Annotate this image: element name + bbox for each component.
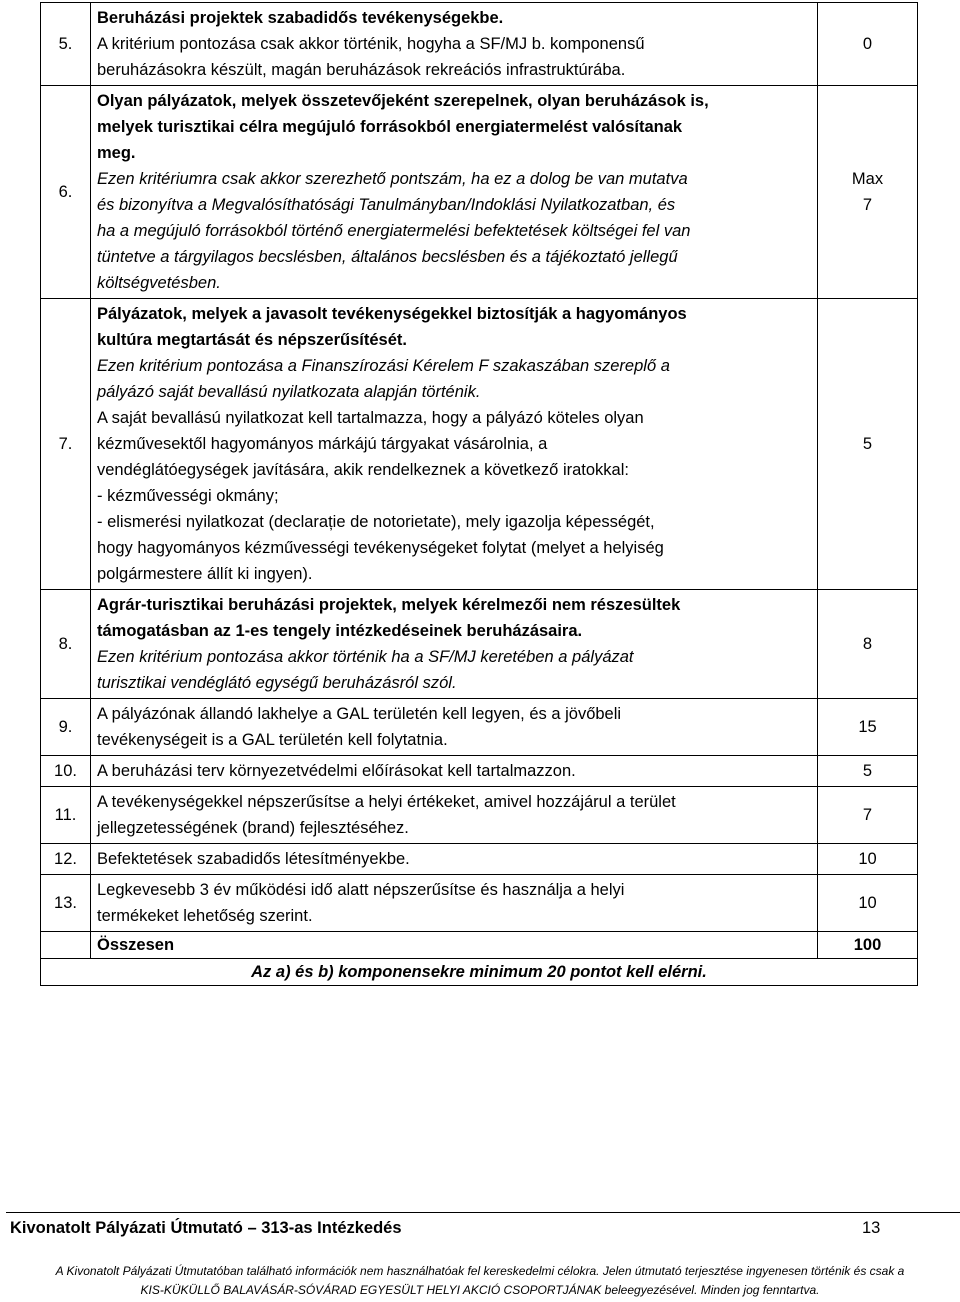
- criteria-text-line: tevékenységeit is a GAL területén kell folytatnia.: [97, 731, 448, 749]
- criteria-table: [40, 2, 918, 986]
- criteria-text-line: Legkevesebb 3 év működési idő alatt népszerűsítse és használja a helyi: [97, 881, 625, 899]
- criteria-points: [818, 844, 918, 875]
- footer-divider: [6, 1212, 960, 1213]
- criteria-text-line: - kézművességi okmány;: [97, 487, 279, 505]
- total-points: 100: [818, 932, 918, 959]
- criteria-row: [41, 590, 918, 699]
- criteria-text-line: A beruházási terv környezetvédelmi előírásokat kell tartalmazzon.: [97, 762, 576, 780]
- criteria-row: [41, 699, 918, 756]
- footer-disclaimer-line-1: A Kivonatolt Pályázati Útmutatóban található információk nem használhatóak fel kereskedelmi célokra. Jelen útmutató terjesztése ingyenesen történik és csak a: [55, 1264, 905, 1278]
- criteria-text-line: Pályázatok, melyek a javasolt tevékenységekkel biztosítják a hagyományos: [97, 305, 687, 323]
- criteria-number: 8.: [41, 590, 91, 699]
- criteria-text: [91, 756, 818, 787]
- minimum-note: Az a) és b) komponensekre minimum 20 pontot kell elérni.: [41, 959, 918, 986]
- criteria-text: [91, 875, 818, 932]
- criteria-text-line: ha a megújuló forrásokból történő energiatermelési befektetések költségei fel van: [97, 222, 691, 240]
- criteria-text-line: A saját bevallású nyilatkozat kell tartalmazza, hogy a pályázó köteles olyan: [97, 409, 644, 427]
- criteria-points: [818, 3, 918, 86]
- criteria-row: [41, 756, 918, 787]
- criteria-text-line: jellegzetességének (brand) fejlesztéséhez.: [97, 819, 409, 837]
- criteria-text-line: melyek turisztikai célra megújuló forrásokból energiatermelést valósítanak: [97, 118, 683, 136]
- criteria-text: [91, 699, 818, 756]
- total-num-cell: [41, 932, 91, 959]
- criteria-text: [91, 299, 818, 590]
- criteria-text: [91, 787, 818, 844]
- criteria-points: [818, 787, 918, 844]
- criteria-row: [41, 299, 918, 590]
- criteria-text-line: költségvetésben.: [97, 274, 221, 292]
- criteria-number: 9.: [41, 699, 91, 756]
- criteria-text-line: Ezen kritérium pontozása a Finanszírozási Kérelem F szakaszában szereplő a: [97, 357, 670, 375]
- criteria-text-line: - elismerési nyilatkozat (declarație de notorietate), mely igazolja képességét,: [97, 513, 655, 531]
- criteria-row: [41, 3, 918, 86]
- criteria-points: [818, 875, 918, 932]
- criteria-text-line: vendéglátóegységek javítására, akik rendelkeznek a következő iratokkal:: [97, 461, 629, 479]
- points-value: 15: [858, 718, 877, 736]
- points-value: 5: [862, 762, 873, 780]
- criteria-number: 5.: [41, 3, 91, 86]
- criteria-text-line: kézművesektől hagyományos márkájú tárgyakat vásárolnia, a: [97, 435, 548, 453]
- criteria-text-line: Beruházási projektek szabadidős tevékenységekbe.: [97, 9, 504, 27]
- criteria-points: [818, 756, 918, 787]
- criteria-row: [41, 844, 918, 875]
- criteria-row: [41, 86, 918, 299]
- criteria-text-line: A kritérium pontozása csak akkor történik, hogyha a SF/MJ b. komponensű: [97, 35, 645, 53]
- criteria-number: 13.: [41, 875, 91, 932]
- criteria-number: 11.: [41, 787, 91, 844]
- criteria-row: [41, 875, 918, 932]
- criteria-row: [41, 787, 918, 844]
- criteria-text-line: termékeket lehetőség szerint.: [97, 907, 313, 925]
- points-value: 7: [862, 806, 873, 824]
- criteria-text-line: beruházásokra készült, magán beruházások rekreációs infrastruktúrába.: [97, 61, 626, 79]
- criteria-text-line: tüntetve a tárgyilagos becslésben, általános becslésben és a tájékoztató jellegű: [97, 248, 678, 266]
- criteria-text-line: turisztikai vendéglátó egységű beruházásról szól.: [97, 674, 457, 692]
- total-row: [41, 932, 918, 959]
- note-row: [41, 959, 918, 986]
- criteria-text-line: A pályázónak állandó lakhelye a GAL területén kell legyen, és a jövőbeli: [97, 705, 622, 723]
- criteria-body: [41, 3, 918, 932]
- criteria-text-line: meg.: [97, 144, 136, 162]
- criteria-text-line: Befektetések szabadidős létesítményekbe.: [97, 850, 410, 868]
- total-label: Összesen: [91, 932, 818, 959]
- criteria-text-line: Agrár-turisztikai beruházási projektek, melyek kérelmezői nem részesültek: [97, 596, 681, 614]
- criteria-points: [818, 299, 918, 590]
- criteria-text-line: A tevékenységekkel népszerűsítse a helyi értékeket, amivel hozzájárul a terület: [97, 793, 676, 811]
- criteria-text: [91, 3, 818, 86]
- criteria-number: 7.: [41, 299, 91, 590]
- page-number: 13: [862, 1219, 881, 1237]
- criteria-text-line: támogatásban az 1-es tengely intézkedéseinek beruházásaira.: [97, 622, 583, 640]
- criteria-text-line: és bizonyítva a Megvalósíthatósági Tanulmányban/Indoklási Nyilatkozatban, és: [97, 196, 676, 214]
- criteria-text-line: Ezen kritérium pontozása akkor történik ha a SF/MJ keretében a pályázat: [97, 648, 634, 666]
- criteria-text: [91, 86, 818, 299]
- points-value: 10: [858, 894, 877, 912]
- criteria-text-line: Olyan pályázatok, melyek összetevőjeként szerepelnek, olyan beruházások is,: [97, 92, 709, 110]
- criteria-text-line: Ezen kritériumra csak akkor szerezhető pontszám, ha ez a dolog be van mutatva: [97, 170, 688, 188]
- criteria-text: [91, 590, 818, 699]
- criteria-text-line: pályázó saját bevallású nyilatkozata alapján történik.: [97, 383, 481, 401]
- criteria-text: [91, 844, 818, 875]
- points-value: 8: [862, 635, 873, 653]
- points-max-label: Max: [851, 170, 884, 188]
- criteria-points: [818, 86, 918, 299]
- criteria-number: 6.: [41, 86, 91, 299]
- criteria-text-line: polgármestere állít ki ingyen).: [97, 565, 313, 583]
- footer-title: Kivonatolt Pályázati Útmutató – 313-as Intézkedés: [10, 1219, 402, 1237]
- criteria-points: [818, 699, 918, 756]
- points-value: 5: [862, 435, 873, 453]
- criteria-text-line: kultúra megtartását és népszerűsítését.: [97, 331, 407, 349]
- criteria-number: 10.: [41, 756, 91, 787]
- points-value: 0: [862, 35, 873, 53]
- points-value: 7: [862, 196, 873, 214]
- footer-disclaimer-line-2: KIS-KÜKÜLLŐ BALAVÁSÁR-SÓVÁRAD EGYESÜLT HELYI AKCIÓ CSOPORTJÁNAK beleegyezésével. Minden jog fenntartva.: [140, 1283, 820, 1297]
- criteria-text-line: hogy hagyományos kézművességi tevékenységeket folytat (melyet a helyiség: [97, 539, 664, 557]
- criteria-points: [818, 590, 918, 699]
- points-value: 10: [858, 850, 877, 868]
- criteria-number: 12.: [41, 844, 91, 875]
